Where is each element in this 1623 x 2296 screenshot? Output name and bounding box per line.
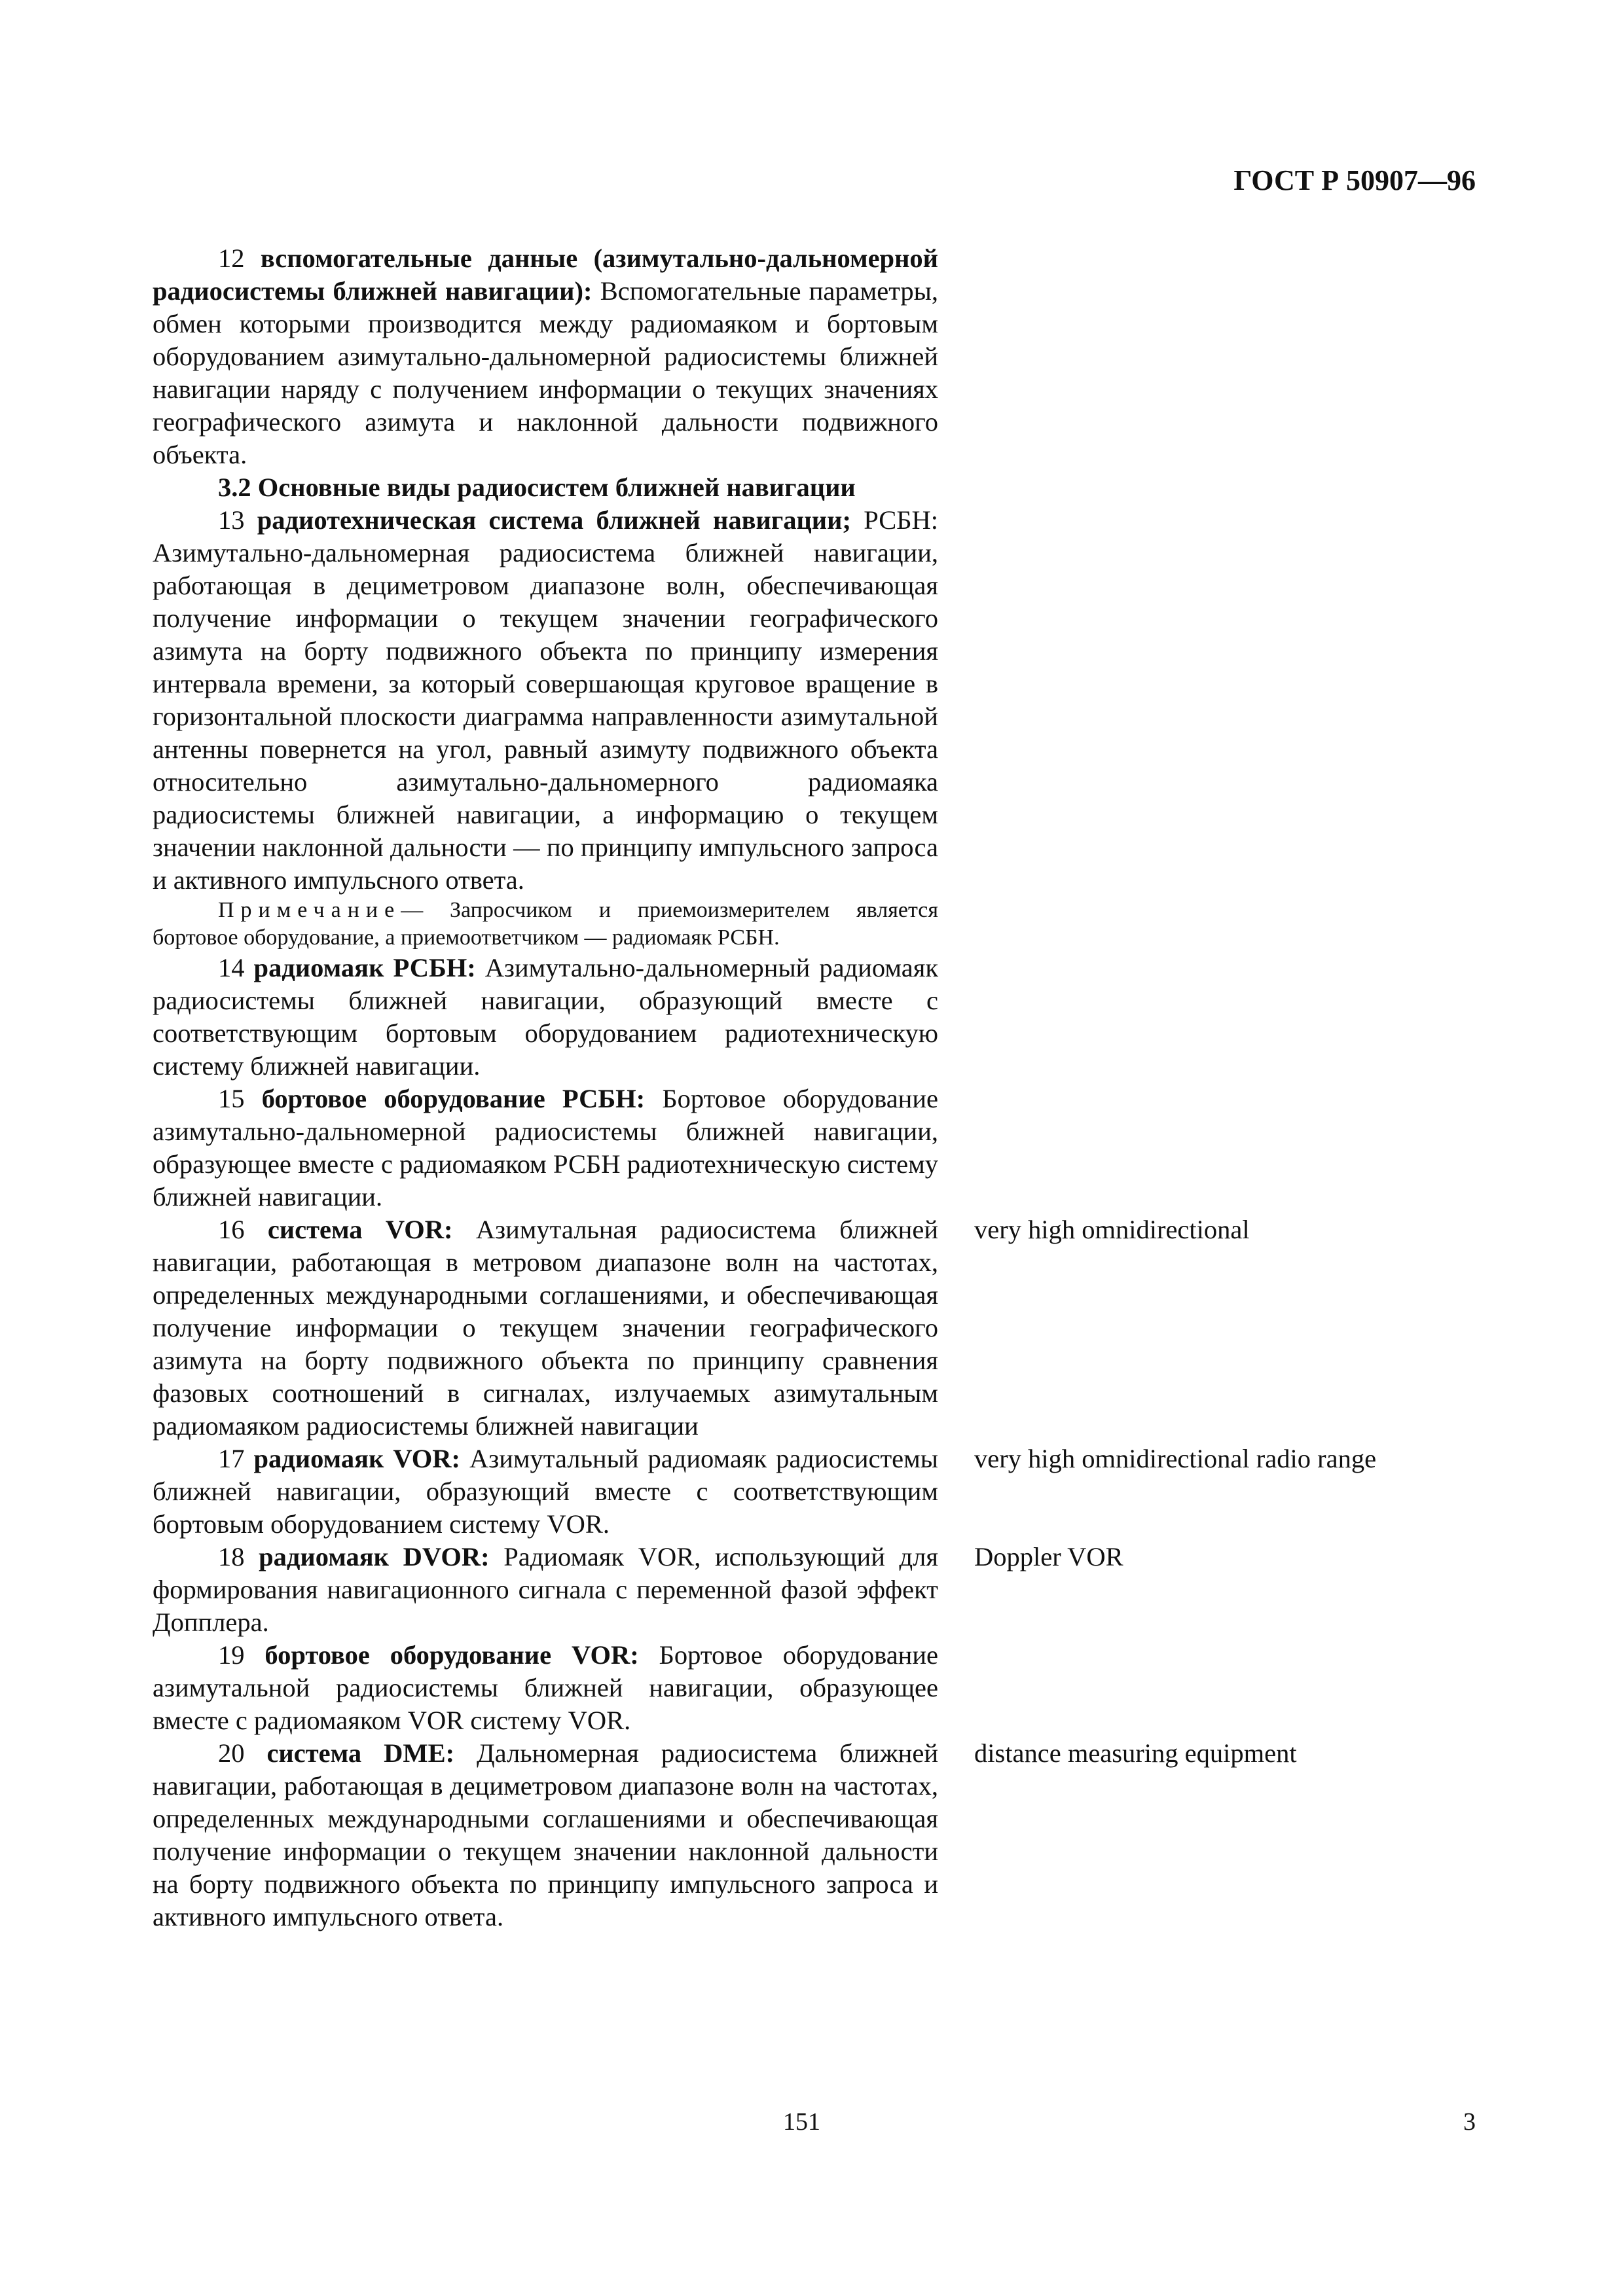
term-number: 17 [218,1444,254,1473]
english-equivalent-17: very high omnidirectional radio range [974,1444,1377,1473]
english-equivalent-18: Doppler VOR [974,1542,1123,1571]
term-definition: Азимутально-дальномерный радиомаяк радиосистемы ближней навигации, образующий вместе с соответствующим бортовым оборудованием радиотехническую систему ближней навигации. [153,953,939,1081]
term-title: радиомаяк РСБН: [253,953,476,982]
document-id: ГОСТ Р 50907—96 [1233,164,1476,196]
term-20 [153,1737,938,1933]
term-number: 13 [218,505,257,535]
section-heading [153,471,938,504]
term-definition: Радиомаяк VOR, использующий для формирования навигационного сигнала с переменной фазой эффект Допплера. [153,1542,938,1637]
term-title: радиомаяк DVOR: [259,1542,490,1571]
main-text-column [153,242,938,1933]
english-equivalent-20: distance measuring equipment [974,1738,1297,1768]
note [153,897,938,952]
term-title: радиомаяк VOR: [253,1444,460,1473]
term-definition: Азимутальная радиосистема ближней навигации, работающая в метровом диапазоне волн на частотах, определенных международными соглашениями, и обеспечивающая получение информации о текущем значении географического азимута на борту подвижного объекта по принципу сравнения фазовых соотношений в сигналах, излучаемых азимутальным радиомаяком радиосистемы ближней навигации [153,1215,938,1441]
term-title: радиотехническая система ближней навигации; [257,505,851,535]
term-definition: Дальномерная радиосистема ближней навигации, работающая в дециметровом диапазоне волн на частотах, определенных международными соглашениями и обеспечивающая получение информации о текущем значении наклонной дальности на борту подвижного объекта по принципу импульсного запроса и активного импульсного ответа. [153,1738,938,1931]
term-number: 15 [218,1084,262,1113]
section-heading-text: 3.2 Основные виды радиосистем ближней навигации [218,473,856,502]
term-definition: Вспомогательные параметры, обмен которыми производится между радиомаяком и бортовым оборудованием азимутально-дальномерной радиосистемы ближней навигации наряду с получением информации о текущих значениях географического азимута и наклонной дальности подвижного объекта. [153,276,938,469]
term-12 [153,242,938,471]
term-definition: Азимутальный радиомаяк радиосистемы ближней навигации, образующий вместе с соответствующим бортовым оборудованием систему VOR. [153,1444,938,1539]
term-title: бортовое оборудование РСБН: [261,1084,646,1113]
english-equivalent-16: very high omnidirectional [974,1215,1250,1244]
term-13 [153,504,938,897]
term-number: 19 [218,1640,265,1670]
term-definition: Бортовое оборудование азимутально-дальномерной радиосистемы ближней навигации, образующее вместе с радиомаяком РСБН радиотехническую систему ближней навигации. [153,1084,939,1211]
note-text: — Запросчиком и приемоизмерителем является бортовое оборудование, а приемоответчиком — радиомаяк РСБН. [153,898,938,950]
term-number: 20 [218,1738,267,1768]
term-title: система DME: [266,1738,455,1768]
term-title: вспомогательные данные (азимутально-дальномерной радиосистемы ближней навигации): [153,243,939,306]
note-label: Примечание [218,898,401,922]
term-14 [153,952,938,1083]
term-definition: РСБН: Азимутально-дальномерная радиосистема ближней навигации, работающая в дециметровом диапазоне волн, обеспечивающая получение информации о текущем значении географического азимута на борту подвижного объекта по принципу измерения интервала времени, за который совершающая круговое вращение в горизонтальной плоскости диаграмма направленности азимутальной антенны повернется на угол, равный азимуту подвижного объекта относительно азимутально-дальномерного радиомаяка радиосистемы ближней навигации, а информацию о текущем значении наклонной дальности — по принципу импульсного запроса и активного импульсного ответа. [153,505,938,895]
term-15 [153,1083,938,1213]
term-17 [153,1443,938,1541]
term-definition: Бортовое оборудование азимутальной радиосистемы ближней навигации, образующее вместе с радиомаяком VOR систему VOR. [153,1640,938,1735]
term-number: 16 [218,1215,268,1244]
page-number-center: 151 [783,2108,820,2136]
page-number-right: 3 [1463,2108,1476,2136]
term-number: 12 [218,243,261,273]
term-19 [153,1639,938,1737]
term-16 [153,1213,938,1443]
term-title: бортовое оборудование VOR: [264,1640,639,1670]
term-number: 14 [218,953,254,982]
term-number: 18 [218,1542,259,1571]
term-title: система VOR: [267,1215,453,1244]
term-18 [153,1541,938,1639]
